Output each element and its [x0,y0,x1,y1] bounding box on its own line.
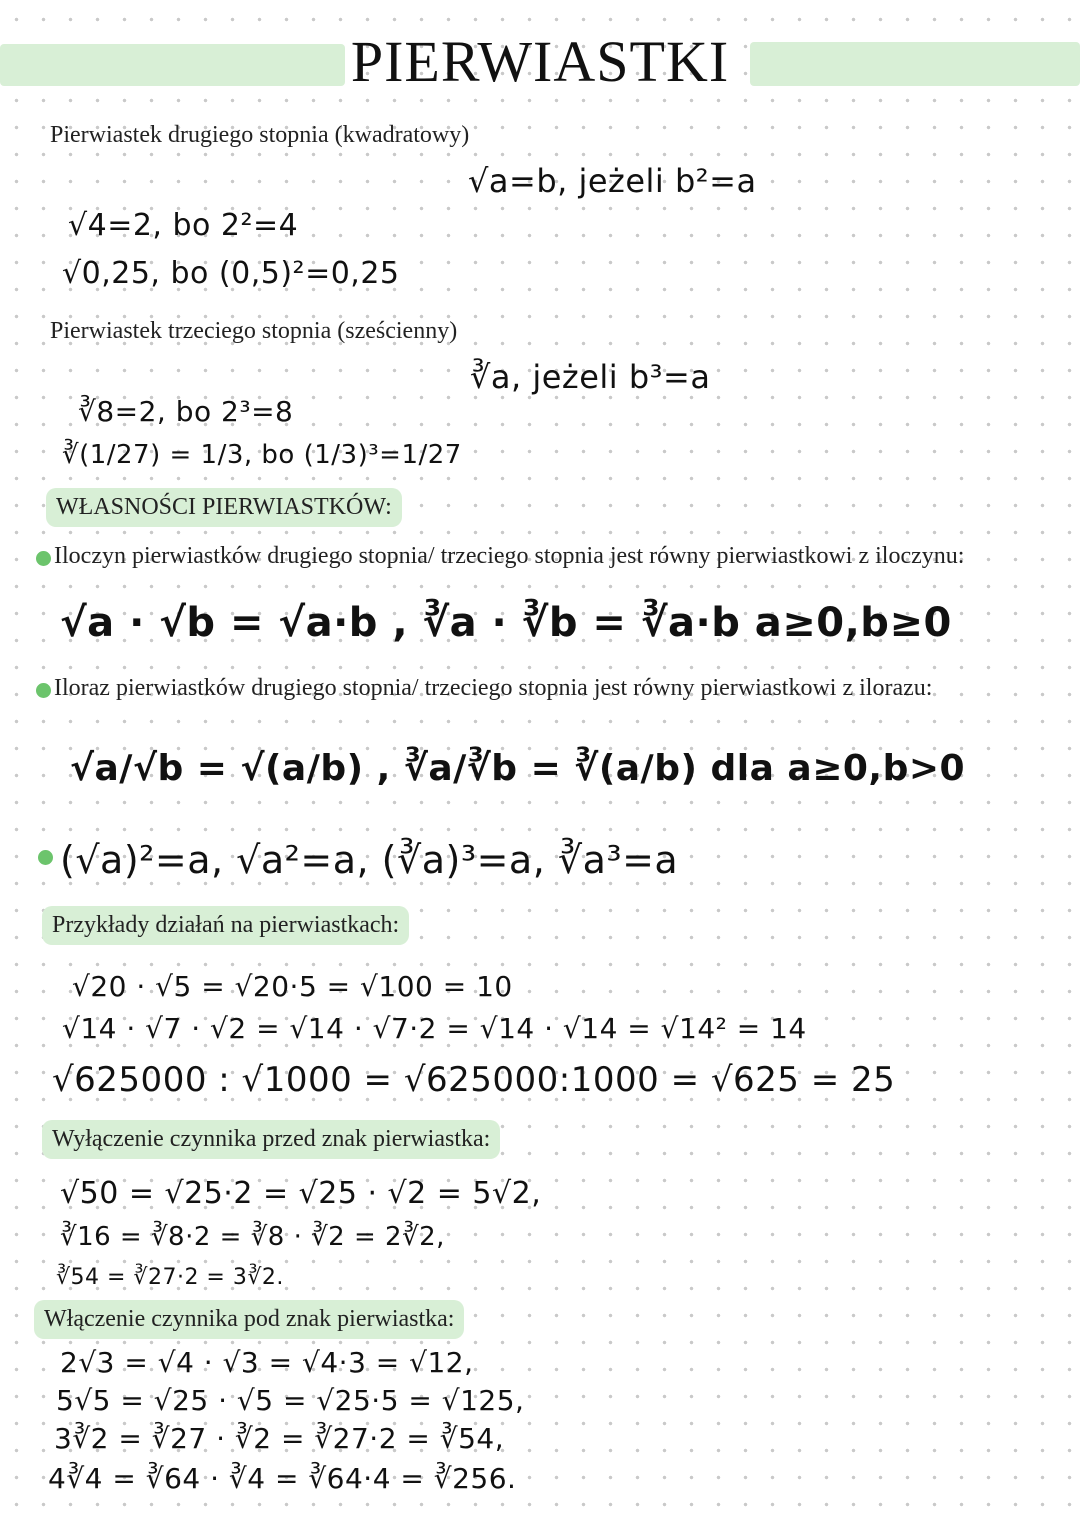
factor-in-line-3: 3∛2 = ∛27 · ∛2 = ∛27·2 = ∛54, [54,1422,505,1455]
square-root-example-2: √0,25, bo (0,5)²=0,25 [62,256,400,291]
cube-root-definition: ∛a, jeżeli b³=a [470,358,711,396]
cube-root-example-1: ∛8=2, bo 2³=8 [78,395,294,428]
example-line-2: √14 · √7 · √2 = √14 · √7·2 = √14 · √14 = √14² = 14 [62,1012,807,1045]
factor-out-line-3: ∛54 = ∛27·2 = 3∛2. [56,1265,284,1290]
cube-root-example-2: ∛(1/27) = 1/3, bo (1/3)³=1/27 [62,440,462,470]
example-line-3: √625000 : √1000 = √625000:1000 = √625 = 25 [52,1060,896,1100]
product-rule-formula: √a · √b = √a·b , ∛a · ∛b = ∛a·b a≥0,b≥0 [60,600,952,646]
bullet-dot [36,683,51,698]
factor-out-line-2: ∛16 = ∛8·2 = ∛8 · ∛2 = 2∛2, [60,1222,445,1252]
quotient-rule-text: Iloraz pierwiastków drugiego stopnia/ trzeciego stopnia jest równy pierwiastkowi z ilorazu: [54,675,933,701]
square-root-definition: √a=b, jeżeli b²=a [468,162,757,200]
factor-out-line-1: √50 = √25·2 = √25 · √2 = 5√2, [60,1176,542,1211]
square-root-heading: Pierwiastek drugiego stopnia (kwadratowy) [50,122,470,148]
quotient-rule-formula: √a/√b = √(a/b) , ∛a/∛b = ∛(a/b) dla a≥0,b>0 [70,748,966,789]
square-root-example-1: √4=2, bo 2²=4 [68,208,299,243]
properties-heading: WŁASNOŚCI PIERWIASTKÓW: [46,488,402,527]
cube-root-heading: Pierwiastek trzeciego stopnia (sześcienny) [50,318,458,344]
factor-out-heading: Wyłączenie czynnika przed znak pierwiastka: [42,1120,500,1159]
examples-heading: Przykłady działań na pierwiastkach: [42,906,409,945]
factor-in-line-2: 5√5 = √25 · √5 = √25·5 = √125, [56,1384,525,1417]
product-rule-text: Iloczyn pierwiastków drugiego stopnia/ trzeciego stopnia jest równy pierwiastkowi z iloczynu: [54,543,965,569]
example-line-1: √20 · √5 = √20·5 = √100 = 10 [72,970,513,1003]
bullet-dot [36,551,51,566]
root-identities: (√a)²=a, √a²=a, (∛a)³=a, ∛a³=a [60,838,679,882]
bullet-dot [38,850,53,865]
factor-in-line-4: 4∛4 = ∛64 · ∛4 = ∛64·4 = ∛256. [48,1462,517,1495]
page-title: PIERWIASTKI [350,29,730,94]
factor-in-heading: Włączenie czynnika pod znak pierwiastka: [34,1300,464,1339]
factor-in-line-1: 2√3 = √4 · √3 = √4·3 = √12, [60,1346,474,1379]
